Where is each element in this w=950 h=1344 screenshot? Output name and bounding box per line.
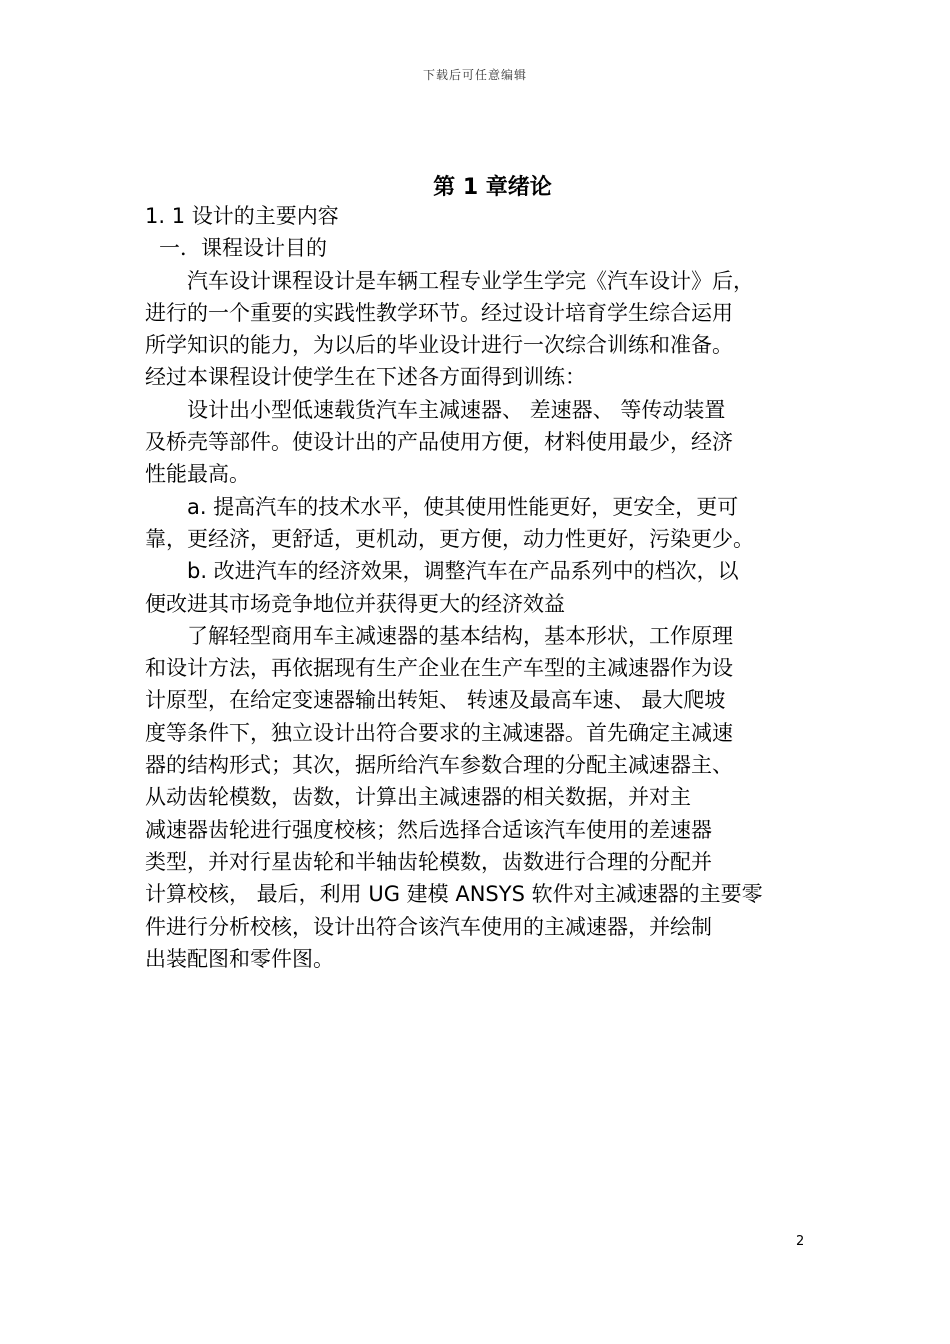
paragraph-line: 汽车设计课程设计是车辆工程专业学生学完《汽车设计》后，: [187, 268, 754, 293]
paragraph-line: 所学知识的能力，为以后的毕业设计进行一次综合训练和准备。: [145, 333, 733, 358]
subsection-heading: 一．课程设计目的: [159, 236, 327, 261]
paragraph-line: 类型，并对行星齿轮和半轴齿轮模数，齿数进行合理的分配并: [145, 849, 712, 874]
paragraph-line: 度等条件下，独立设计出符合要求的主减速器。首先确定主减速: [145, 720, 733, 745]
paragraph-line: 计原型，在给定变速器输出转矩、 转速及最高车速、 最大爬坡: [145, 688, 726, 713]
paragraph-line: b. 改进汽车的经济效果，调整汽车在产品系列中的档次，以: [187, 559, 739, 584]
paragraph-line: 靠，更经济，更舒适，更机动，更方便，动力性更好，污染更少。: [145, 526, 754, 551]
paragraph-line: 从动齿轮模数，齿数，计算出主减速器的相关数据，并对主: [145, 785, 691, 810]
header-note: 下载后可任意编辑: [422, 68, 527, 82]
paragraph-line: 性能最高。: [145, 462, 250, 487]
paragraph-line: 出装配图和零件图。: [145, 946, 334, 971]
paragraph-line: 了解轻型商用车主减速器的基本结构，基本形状，工作原理: [187, 623, 733, 648]
paragraph-line: 计算校核， 最后，利用 UG 建模 ANSYS 软件对主减速器的主要零: [145, 882, 763, 907]
paragraph-line: 便改进其市场竞争地位并获得更大的经济效益: [145, 591, 565, 616]
paragraph-line: 减速器齿轮进行强度校核；然后选择合适该汽车使用的差速器: [145, 817, 712, 842]
body-text: [145, 200, 825, 975]
paragraph-line: a. 提高汽车的技术水平，使其使用性能更好，更安全，更可: [187, 494, 739, 519]
paragraph-line: 器的结构形式；其次，据所给汽车参数合理的分配主减速器主、: [145, 753, 733, 778]
chapter-title: 第 1 章绪论: [433, 175, 552, 200]
paragraph-line: 进行的一个重要的实践性教学环节。经过设计培育学生综合运用: [145, 300, 733, 325]
paragraph-line: 及桥壳等部件。使设计出的产品使用方便，材料使用最少，经济: [145, 430, 733, 455]
paragraph-line: 经过本课程设计使学生在下述各方面得到训练：: [145, 365, 586, 390]
page-number: 2: [796, 1234, 805, 1249]
section-heading: 1. 1 设计的主要内容: [145, 204, 339, 228]
paragraph-line: 和设计方法，再依据现有生产企业在生产车型的主减速器作为设: [145, 656, 733, 681]
paragraph-line: 设计出小型低速载货汽车主减速器、 差速器、 等传动装置: [187, 397, 726, 422]
paragraph-line: 件进行分析校核，设计出符合该汽车使用的主减速器，并绘制: [145, 914, 712, 939]
